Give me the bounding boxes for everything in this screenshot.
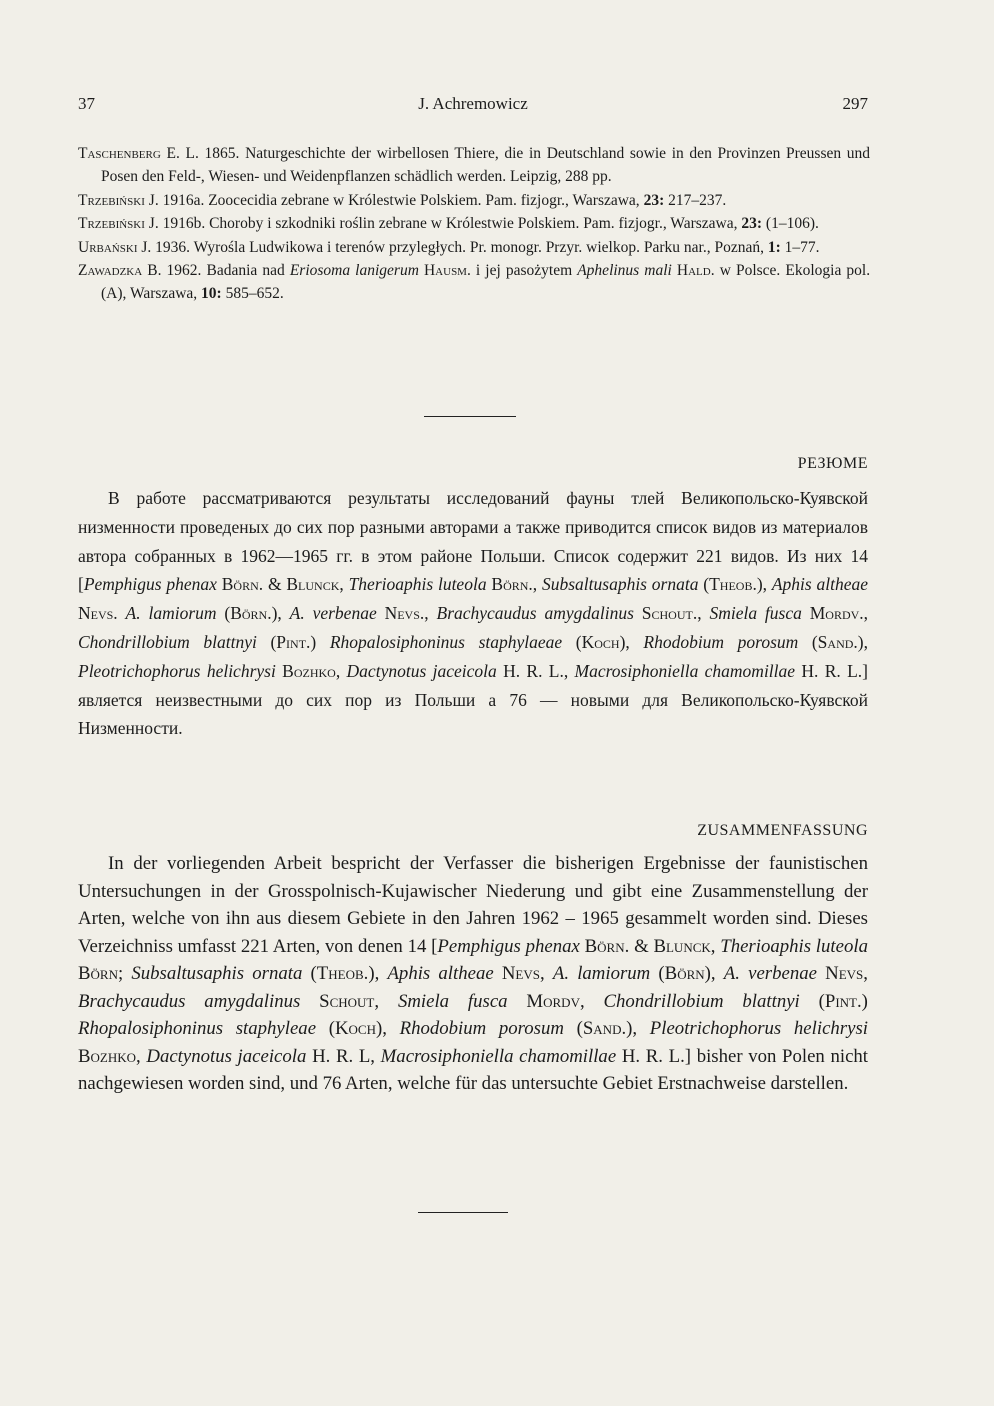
- species-author: H. R. L.,: [503, 660, 569, 681]
- divider-rule: [418, 1212, 508, 1213]
- species-author: Börn;: [78, 963, 124, 984]
- species-name: Therioaphis luteola: [348, 574, 487, 595]
- ref-text: Zoocecidia zebrane w Królestwie Polskiem. Pam. fizjogr., Warszawa,: [208, 191, 640, 209]
- ref-year: B. 1962.: [147, 262, 202, 280]
- ref-text: Choroby i szkodniki roślin zebrane w Królestwie Polskiem. Pam. fizjogr., Warszawa,: [209, 215, 738, 233]
- species-name: Brachycaudus amygdalinus: [436, 603, 634, 624]
- text-run: bisher von Polen nicht nachgewiesen worden sind, und 76 Arten, welche für das untersuchte Gebiet Erstnachweise darstellen.: [78, 1045, 869, 1094]
- species-name: Pleotrichophorus helichrysi: [649, 1018, 868, 1039]
- species-author: Börn. & Blunck,: [221, 574, 344, 595]
- ref-year: J. 1936.: [141, 238, 191, 256]
- reference-entry: [78, 259, 870, 306]
- german-summary: [78, 850, 868, 1098]
- ref-author: Taschenberg: [78, 145, 161, 162]
- species-author: (Theob.),: [703, 574, 768, 595]
- ref-text: Naturgeschichte der wirbellosen Thiere, die in Deutschland sowie in den Provinzen Preussen und Posen den Feld-, Wiesen- und Weidenpflanzen schädlich werden. Leipzig, 288 pp.: [101, 145, 871, 186]
- species-name: Smiela fusca: [397, 990, 508, 1012]
- species-author: H. R. L,: [312, 1045, 375, 1067]
- reference-entry: [78, 236, 870, 259]
- species-name: A. verbenae: [289, 603, 377, 624]
- ref-year: J. 1916a.: [148, 191, 205, 209]
- species-name: Pemphigus phenax: [437, 935, 580, 957]
- species-author: Nevs.,: [384, 603, 429, 624]
- species-name: Rhodobium porosum: [399, 1018, 564, 1039]
- reference-entry: [78, 212, 870, 235]
- text-run: В работе рассматриваются результаты исследований фауны тлей Великопольско-Куявской низменности проведеных до сих пор разными авторами а также приводится список видов из материалов автора собранных в 1962—1965 гг. в этом районе Польши. Список содержит 221 видов. Из них 14 [: [78, 488, 868, 595]
- species-author: Bozhko,: [282, 660, 341, 681]
- species-name: Chondrillobium blattnyi: [78, 631, 257, 652]
- species-name: A. verbenae: [723, 963, 817, 984]
- species-name: Brachycaudus amygdalinus: [78, 990, 301, 1012]
- species-author: Bozhko,: [78, 1045, 141, 1067]
- ref-author: Trzebiński: [78, 191, 145, 209]
- text-run: является неизвестными до сих пор из Польши а 76 — новыми для Великопольско-Куявской Низменности.: [78, 689, 868, 739]
- divider-rule: [424, 416, 516, 417]
- species-author: Schout.,: [641, 603, 702, 624]
- ref-pages: (1–106).: [765, 215, 819, 233]
- page-number-left: 37: [78, 94, 95, 113]
- species-name: A. lamiorum: [552, 963, 651, 984]
- species-author: (Börn),: [658, 963, 716, 984]
- text-run: In der vorliegenden Arbeit bespricht der Verfasser die bisherigen Ergebnisse der faunistischen Untersuchungen in der Grosspolnisch-Kujawischer Niederung und gibt eine Zusammenstellung der Arten, welche von ihn aus diesem Gebiete in den Jahren 1962 – 1965 gesammelt worden sind. Dieses Verzeichniss umfasst 221 Arten, von denen 14 [: [78, 853, 868, 957]
- species-name: Macrosiphoniella chamomillae: [380, 1045, 617, 1067]
- species-author: Mordv.,: [809, 603, 869, 624]
- species-name: Aphis altheae: [387, 963, 494, 984]
- species-name: A. lamiorum: [125, 603, 217, 624]
- russian-summary: [78, 484, 868, 743]
- ref-volume: 1:: [767, 238, 781, 256]
- species-name: Pemphigus phenax: [83, 574, 217, 595]
- ref-year: J. 1916b.: [148, 215, 206, 233]
- species-author: (Koch),: [575, 631, 630, 652]
- species-author: Nevs.: [78, 603, 118, 624]
- reference-list: [78, 142, 870, 306]
- ref-volume: 23:: [643, 191, 665, 209]
- species-author: Börn.,: [491, 574, 538, 595]
- ref-volume: 23:: [741, 215, 763, 233]
- species-name: Subsaltusaphis ornata: [131, 963, 303, 984]
- species-author: (Koch),: [328, 1018, 387, 1039]
- species-author: (Pint.): [270, 631, 317, 652]
- ref-volume: 10:: [201, 285, 222, 303]
- ref-species-author: Hausm.: [423, 262, 471, 280]
- ref-species: Aphelinus mali: [577, 262, 672, 280]
- ref-pages: 217–237.: [668, 191, 727, 209]
- species-name: Rhopalosiphoninus staphylaeae: [329, 631, 563, 652]
- species-name: Aphis altheae: [771, 574, 869, 595]
- ref-pages: 1–77.: [784, 238, 820, 256]
- russian-summary-text: [78, 484, 868, 743]
- running-header: [78, 94, 868, 118]
- ref-year: E. L. 1865.: [166, 145, 240, 162]
- species-author: Nevs,: [501, 963, 545, 984]
- species-author: Nevs,: [825, 963, 868, 984]
- ref-author: Urbański: [78, 238, 138, 256]
- german-summary-text: [78, 850, 868, 1098]
- species-name: Rhopalosiphoninus staphyleae: [78, 1018, 317, 1039]
- ref-species: Eriosoma lanigerum: [289, 262, 419, 280]
- species-name: Smiela fusca: [709, 603, 802, 624]
- species-name: Dactynotus jaceicola: [146, 1045, 307, 1067]
- species-author: Mordv,: [526, 990, 585, 1012]
- reference-entry: [78, 142, 870, 189]
- species-name: Dactynotus jaceicola: [346, 660, 497, 681]
- ref-pages: 585–652.: [225, 285, 284, 303]
- species-author: Börn. & Blunck,: [584, 935, 716, 957]
- species-name: Therioaphis luteola: [720, 935, 868, 957]
- species-author: H. R. L.]: [801, 660, 868, 681]
- species-name: Rhodobium porosum: [643, 631, 799, 652]
- page-number-right: 297: [842, 94, 868, 113]
- russian-summary-title: РЕЗЮМЕ: [797, 455, 868, 472]
- species-name: Subsaltusaphis ornata: [541, 574, 699, 595]
- ref-text: w Polsce. Ekologia pol. (A), Warszawa,: [101, 262, 871, 303]
- ref-text: Badania nad: [206, 262, 285, 280]
- ref-text: i jej pasożytem: [475, 262, 573, 280]
- ref-author: Trzebiński: [78, 215, 145, 233]
- species-author: (Theob.),: [310, 963, 380, 984]
- german-summary-title: ZUSAMMENFASSUNG: [697, 822, 868, 839]
- species-author: (Börn.),: [224, 603, 282, 624]
- ref-text: Wyrośla Ludwikowa i terenów przyległych. Pr. monogr. Przyr. wielkop. Parku nar., Poznań,: [193, 238, 764, 256]
- reference-entry: [78, 189, 870, 212]
- running-author: J. Achremowicz: [418, 94, 528, 113]
- species-name: Pleotrichophorus helichrysi: [78, 660, 276, 681]
- ref-author: Zawadzka: [78, 262, 143, 280]
- species-author: (Sand.),: [576, 1018, 638, 1039]
- species-author: Schout,: [319, 990, 380, 1012]
- species-author: (Sand.),: [811, 631, 868, 652]
- species-author: H. R. L.]: [621, 1045, 692, 1067]
- ref-species-author: Hald.: [676, 262, 715, 280]
- species-author: (Pint.): [818, 990, 868, 1012]
- species-name: Macrosiphoniella chamomillae: [574, 660, 796, 681]
- species-name: Chondrillobium blattnyi: [603, 990, 800, 1012]
